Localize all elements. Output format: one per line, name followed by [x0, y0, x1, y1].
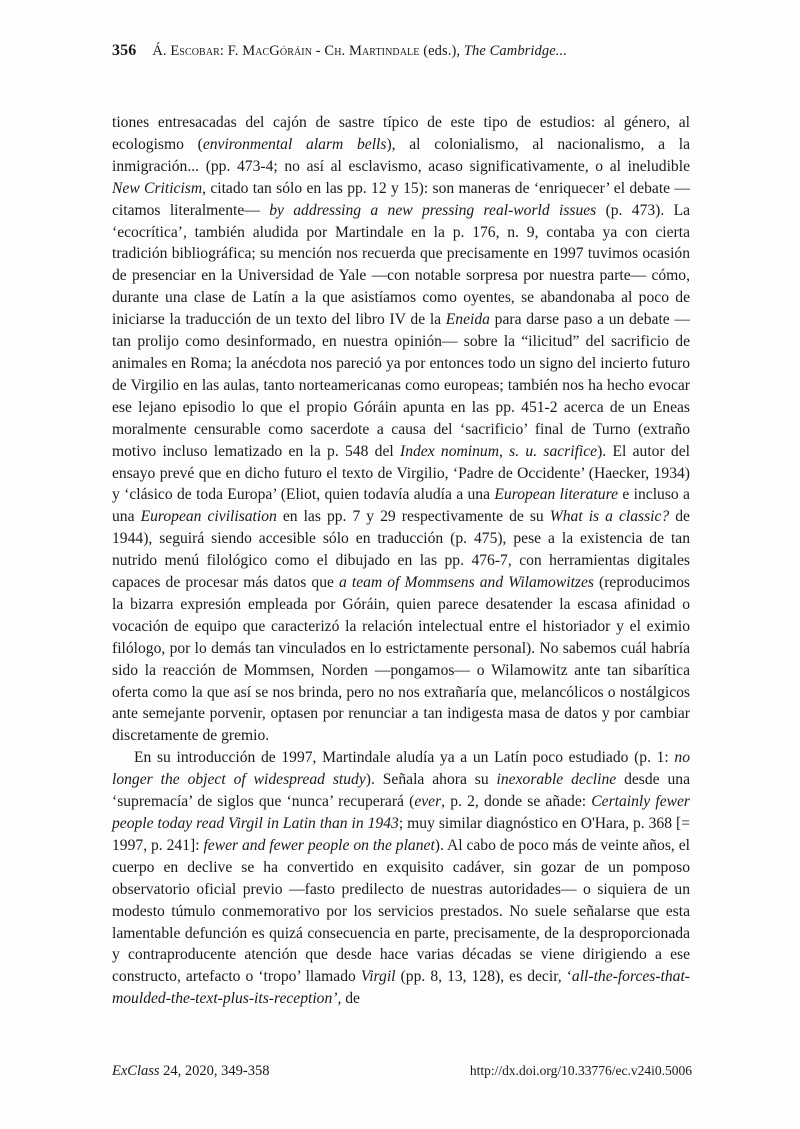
- paragraph-2: En su introducción de 1997, Martindale aludía ya a un Latín poco estudiado (p. 1: no longer the object of widespread study). Señala ahora su inexorable decline desde una ‘supremacía’ de siglos que ‘nunca’ recuperará (ever, p. 2, donde se añade: Certainly fewer people today read Virgil in Latin than in 1943; muy similar diagnóstico en O'Hara, p. 368 [= 1997, p. 241]: fewer and fewer people on the planet). Al cabo de poco más de veinte años, el cuerpo en declive se ha convertido en exquisito cadáver, sin gozar de un pomposo observatorio oficial previo —fasto predilecto de nuestras autoridades— o siquiera de un modesto túmulo conmemorativo por los servicios prestados. No suele señalarse que esta lamentable defunción es quizá consecuencia en parte, precisamente, de la desproporcionada y contraproducente atención que desde hace varias décadas se viene dirigiendo a ese constructo, artefacto o ‘tropo’ llamado Virgil (pp. 8, 13, 128), es decir, ‘all-the-forces-that-moulded-the-text-plus-its-reception’, de: [112, 749, 691, 1008]
- page-number: 356: [112, 42, 137, 59]
- page-content: [112, 42, 690, 1010]
- header-editors: F. MacGóráin - Ch. Martindale: [227, 43, 420, 59]
- header-eds-label: (eds.),: [419, 43, 464, 59]
- running-header: [112, 42, 690, 60]
- header-author: Á. Escobar: [152, 43, 220, 59]
- doi-link[interactable]: http://dx.doi.org/10.33776/ec.v24i0.5006: [469, 1063, 692, 1078]
- page-footer: [112, 1063, 692, 1080]
- body-text: [112, 112, 690, 1010]
- paragraph-1: tiones entresacadas del cajón de sastre típico de este tipo de estudios: al género, al ecologismo (environmental alarm bells), al colonialismo, al nacionalismo, a la inmigración... (pp. 473-4; no así al esclavismo, acaso significativamente, o al ineludible New Criticism, citado tan sólo en las pp. 12 y 15): son maneras de ‘enriquecer’ el debate —citamos literalmente— by addressing a new pressing real-world issues (p. 473). La ‘ecocrítica’, también aludida por Martindale en la p. 176, n. 9, contaba ya con cierta tradición bibliográfica; su mención nos recuerda que precisamente en 1997 tuvimos ocasión de presenciar en la Universidad de Yale —con notable sorpresa por nuestra parte— cómo, durante una clase de Latín a la que asistíamos como oyentes, se abandonaba al poco de iniciarse la traducción de un texto del libro IV de la Eneida para darse paso a un debate —tan prolijo como desinformado, en nuestra opinión— sobre la “ilicitud” del sacrificio de animales en Roma; la anécdota nos pareció ya por entonces todo un signo del incierto futuro de Virgilio en las aulas, tanto norteamericanas como europeas; también nos ha hecho evocar ese lejano episodio lo que el propio Góráin apunta en las pp. 451-2 acerca de un Eneas moralmente censurable como sacerdote a causa del ‘sacrificio’ final de Turno (extraño motivo incluso lematizado en la p. 548 del Index nominum, s. u. sacrifice). El autor del ensayo prevé que en dicho futuro el texto de Virgilio, ‘Padre de Occidente’ (Haecker, 1934) y ‘clásico de toda Europa’ (Eliot, quien todavía aludía a una European literature e incluso a una European civilisation en las pp. 7 y 29 respectivamente de su What is a classic? de 1944), seguirá siendo accesible sólo en traducción (p. 475), pese a la existencia de tan nutrido menú filológico como el dibujado en las pp. 476-7, con herramientas digitales capaces de procesar más datos que a team of Mommsens and Wilamowitzes (reproducimos la bizarra expresión empleada por Góráin, quien parece desatender la escasa afinidad o vocación de equipo que caracterizó la relación intelectual entre el historiador y el eximio filólogo, por lo demás tan vinculados en lo estrictamente personal). No sabemos cuál habría sido la reacción de Mommsen, Norden —pongamos— o Wilamowitz ante tan sibarítica oferta como la que así se nos brinda, pero no nos extrañaría que, melancólicos o nostálgicos ante semejante porvenir, optasen por renunciar a tan indigesta masa de datos y por cambiar discretamente de gremio.: [112, 114, 691, 745]
- header-book-title: The Cambridge...: [463, 43, 567, 59]
- header-separator: :: [219, 43, 228, 59]
- journal-citation: ExClass 24, 2020, 349-358: [112, 1063, 270, 1079]
